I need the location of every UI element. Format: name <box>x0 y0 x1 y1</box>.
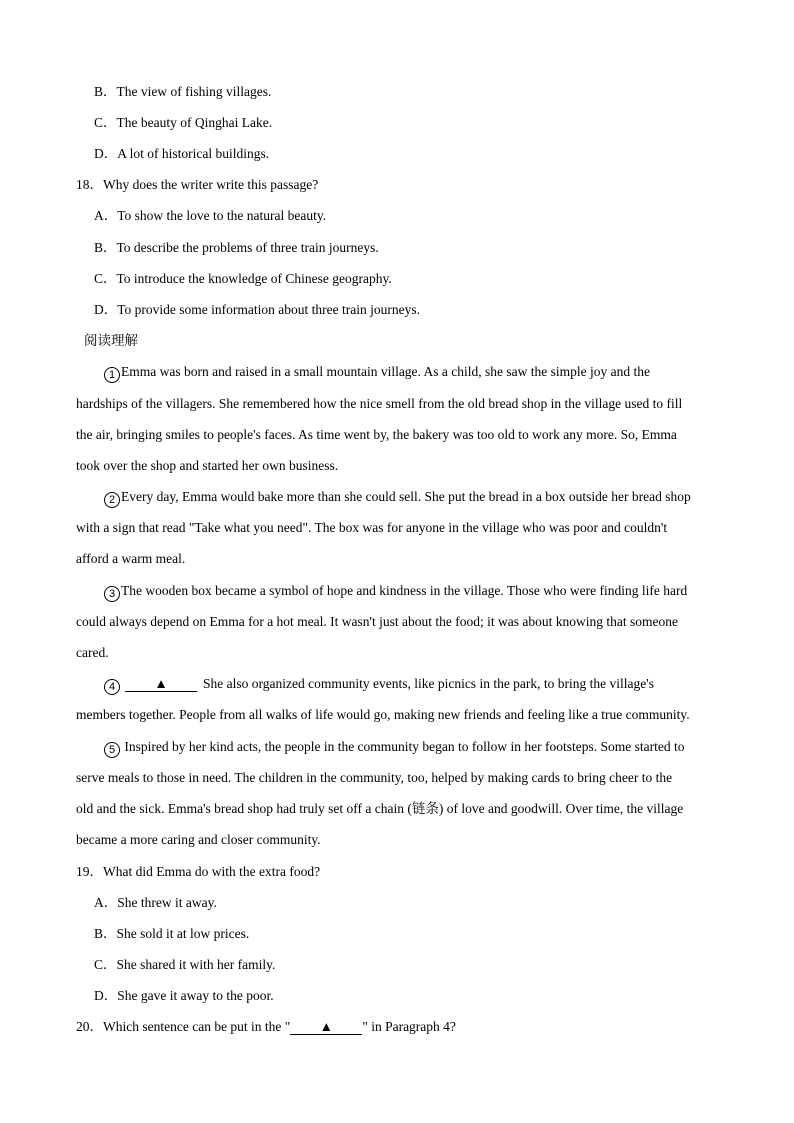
paragraph-1-line-2: hardships of the villagers. She remembered how the nice smell from the old bread shop in the village used to fill <box>76 396 683 411</box>
answer-blank: ▲ <box>125 677 197 692</box>
q19-stem: 19．What did Emma do with the extra food? <box>76 864 321 879</box>
paragraph-1-text: Emma was born and raised in a small mountain village. As a child, she saw the simple joy and the <box>121 364 651 379</box>
q18-stem: 18．Why does the writer write this passage? <box>76 177 319 192</box>
q20-stem-before: 20．Which sentence can be put in the " <box>76 1019 291 1034</box>
q19-option-b: B．She sold it at low prices. <box>94 926 250 941</box>
paragraph-number-4: 4 <box>104 679 120 695</box>
q17-option-d: D．A lot of historical buildings. <box>94 146 270 161</box>
q20-stem <box>76 1019 456 1035</box>
paragraph-2-line-1 <box>104 489 691 508</box>
q18-option-d: D．To provide some information about three train journeys. <box>94 302 420 317</box>
paragraph-2-line-2: with a sign that read "Take what you need". The box was for anyone in the village who was poor and couldn't <box>76 520 668 535</box>
q18-option-c: C．To introduce the knowledge of Chinese geography. <box>94 271 392 286</box>
q19-option-c: C．She shared it with her family. <box>94 957 276 972</box>
paragraph-1-line-3: the air, bringing smiles to people's faces. As time went by, the bakery was too old to work any more. So, Emma <box>76 427 677 442</box>
paragraph-3-line-3: cared. <box>76 645 109 660</box>
q20-stem-after: " in Paragraph 4? <box>362 1019 456 1034</box>
q17-option-c: C．The beauty of Qinghai Lake. <box>94 115 273 130</box>
q19-option-d: D．She gave it away to the poor. <box>94 988 274 1003</box>
paragraph-5-line-1 <box>104 739 685 758</box>
paragraph-number-1: 1 <box>104 367 120 383</box>
q19-option-a: A．She threw it away. <box>94 895 217 910</box>
paragraph-5-line-2: serve meals to those in need. The children in the community, too, helped by making cards to bring cheer to the <box>76 770 673 785</box>
q18-option-a: A．To show the love to the natural beauty. <box>94 208 327 223</box>
paragraph-3-line-1 <box>104 583 687 602</box>
q18-option-b: B．To describe the problems of three train journeys. <box>94 240 379 255</box>
paragraph-2-text: Every day, Emma would bake more than she could sell. She put the bread in a box outside her bread shop <box>121 489 691 504</box>
paragraph-5-line-3: old and the sick. Emma's bread shop had truly set off a chain (链条) of love and goodwill. Over time, the village <box>76 801 684 816</box>
paragraph-number-5: 5 <box>104 742 120 758</box>
paragraph-3-text: The wooden box became a symbol of hope and kindness in the village. Those who were finding life hard <box>121 583 688 598</box>
paragraph-5-line-4: became a more caring and closer community. <box>76 832 321 847</box>
q20-blank: ▲ <box>290 1020 362 1035</box>
paragraph-4-line-1 <box>104 676 654 695</box>
paragraph-4-line-2: members together. People from all walks of life would go, making new friends and feeling like a true community. <box>76 707 690 722</box>
paragraph-4-text: She also organized community events, like picnics in the park, to bring the village's <box>203 676 654 691</box>
paragraph-1-line-1 <box>104 364 650 383</box>
paragraph-1-line-4: took over the shop and started her own business. <box>76 458 339 473</box>
paragraph-number-3: 3 <box>104 586 120 602</box>
q17-option-b: B．The view of fishing villages. <box>94 84 272 99</box>
section-title: 阅读理解 <box>84 333 138 348</box>
paragraph-3-line-2: could always depend on Emma for a hot meal. It wasn't just about the food; it was about knowing that someone <box>76 614 678 629</box>
paragraph-number-2: 2 <box>104 492 120 508</box>
paragraph-2-line-3: afford a warm meal. <box>76 551 186 566</box>
paragraph-5-text: Inspired by her kind acts, the people in the community began to follow in her footsteps. Some started to <box>121 739 685 754</box>
